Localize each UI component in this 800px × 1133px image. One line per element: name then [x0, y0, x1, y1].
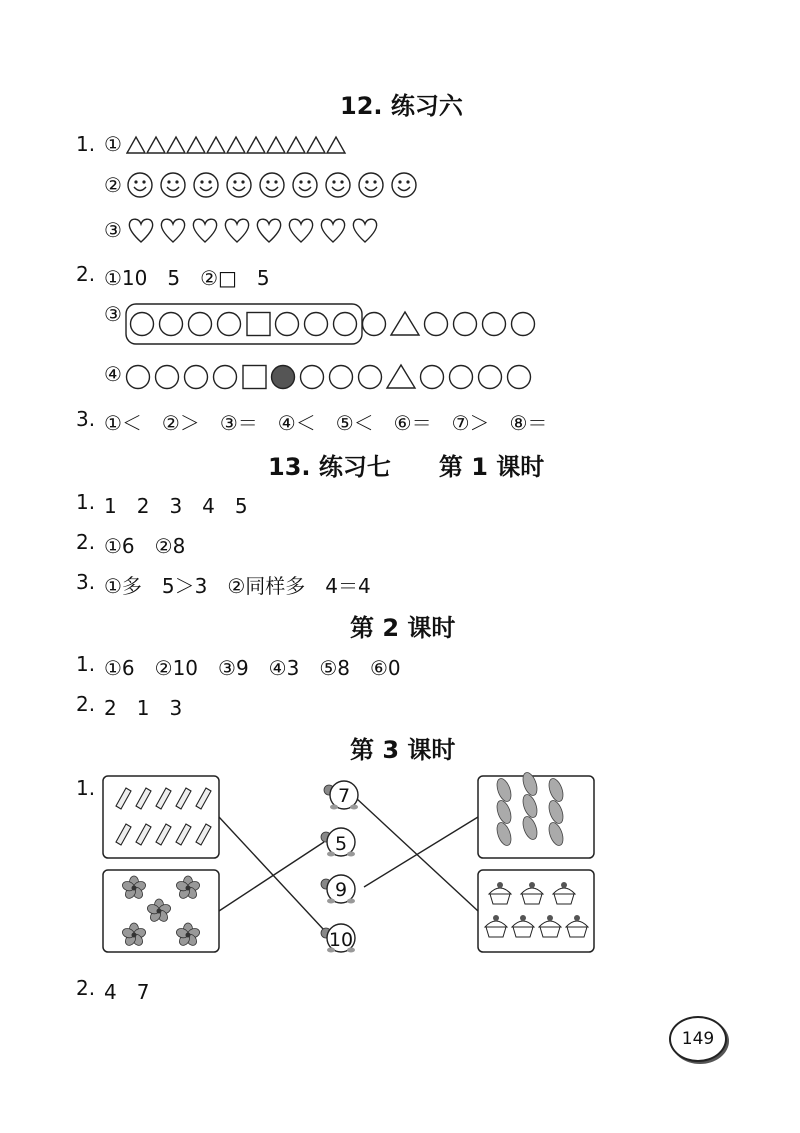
enclosing-rounded-box — [126, 304, 362, 344]
circle-icon — [508, 366, 531, 389]
triangle-icon — [227, 137, 245, 153]
turtle-number-3: 9 — [334, 879, 348, 901]
circle-icon — [214, 366, 237, 389]
smiley-icon — [161, 173, 185, 197]
circle-icon — [330, 366, 353, 389]
triangle-icon — [207, 137, 225, 153]
circle-icon — [454, 313, 477, 336]
triangle-icon — [267, 137, 285, 153]
triangle-icon — [147, 137, 165, 153]
circle-icon — [127, 366, 150, 389]
circle-icon — [276, 313, 299, 336]
heart-icon — [129, 219, 152, 242]
circle-icon — [483, 313, 506, 336]
filled-circle-icon — [272, 366, 295, 389]
smiley-icon — [194, 173, 218, 197]
triangle-row — [126, 134, 356, 156]
heart-icon — [193, 219, 216, 242]
circle-icon — [363, 313, 386, 336]
l3-q2-answer: 4 7 — [104, 980, 150, 1004]
l3-q2-number: 2. — [76, 976, 96, 1000]
l1-q2-number: 2. — [76, 530, 96, 554]
q2-sub3-label: ③ — [104, 302, 122, 326]
page-number: 149 — [669, 1016, 727, 1062]
circle-icon — [450, 366, 473, 389]
l2-q1-number: 1. — [76, 652, 96, 676]
l1-q1-answer: 1 2 3 4 5 — [104, 494, 248, 518]
section-12-title: 12. 练习六 — [340, 92, 463, 120]
smiley-icon — [227, 173, 251, 197]
triangle-icon — [167, 137, 185, 153]
turtle-number-2: 5 — [334, 833, 348, 855]
square-icon — [243, 366, 266, 389]
l2-q2-answer: 2 1 3 — [104, 696, 183, 720]
circle-icon — [305, 313, 328, 336]
triangle-icon — [247, 137, 265, 153]
q1-sub1-label: ① — [104, 132, 122, 156]
match-line-pencils-10 — [219, 817, 324, 930]
q1-number: 1. — [76, 132, 96, 156]
circle-icon — [189, 313, 212, 336]
lesson-3-title: 第 3 课时 — [350, 736, 456, 764]
circle-icon — [131, 313, 154, 336]
turtle-number-4: 10 — [328, 929, 354, 951]
heart-row — [126, 216, 386, 246]
turtle-number-1: 7 — [337, 785, 351, 807]
heart-icon — [321, 219, 344, 242]
heart-icon — [289, 219, 312, 242]
lesson-2-title: 第 2 课时 — [350, 614, 456, 642]
smiley-icon — [260, 173, 284, 197]
l1-q3-answer: ①多 5＞3 ②同样多 4＝4 — [104, 574, 371, 598]
heart-icon — [161, 219, 184, 242]
circle-icon — [334, 313, 357, 336]
l3-q1-number: 1. — [76, 776, 96, 800]
q3-number: 3. — [76, 407, 96, 431]
cupcakes-box — [478, 870, 594, 952]
circle-icon — [359, 366, 382, 389]
circle-icon — [301, 366, 324, 389]
q2-sub4-label: ④ — [104, 362, 122, 386]
q2-row3-shapes — [122, 302, 562, 346]
q1-sub2-label: ② — [104, 173, 122, 197]
circle-icon — [185, 366, 208, 389]
match-line-flowers-5 — [219, 842, 324, 911]
triangle-icon — [307, 137, 325, 153]
circle-icon — [421, 366, 444, 389]
circle-icon — [156, 366, 179, 389]
q2-number: 2. — [76, 262, 96, 286]
triangle-icon — [127, 137, 145, 153]
q2-row4-shapes — [122, 362, 562, 394]
square-icon — [247, 313, 270, 336]
section-13-title: 13. 练习七 第 1 课时 — [268, 453, 545, 481]
triangle-icon — [391, 312, 419, 335]
l2-q2-number: 2. — [76, 692, 96, 716]
circle-icon — [512, 313, 535, 336]
smiley-icon — [392, 173, 416, 197]
l1-q3-number: 3. — [76, 570, 96, 594]
circle-icon — [425, 313, 448, 336]
q3-comparisons: ①＜ ②＞ ③＝ ④＜ ⑤＜ ⑥＝ ⑦＞ ⑧＝ — [104, 411, 548, 435]
triangle-icon — [387, 365, 415, 388]
heart-icon — [257, 219, 280, 242]
match-line-corn-9 — [364, 817, 478, 887]
smiley-icon — [128, 173, 152, 197]
heart-icon — [353, 219, 376, 242]
triangle-icon — [287, 137, 305, 153]
smiley-row — [126, 170, 436, 202]
circle-icon — [218, 313, 241, 336]
l1-q2-answer: ①6 ②8 — [104, 534, 186, 558]
corn-icons — [494, 771, 565, 848]
circle-icon — [160, 313, 183, 336]
pencils-box — [103, 776, 219, 858]
smiley-icon — [359, 173, 383, 197]
q2-part1: ①10 5 ②□ 5 — [104, 266, 270, 290]
smiley-icon — [293, 173, 317, 197]
triangle-icon — [187, 137, 205, 153]
smiley-icon — [326, 173, 350, 197]
heart-icon — [225, 219, 248, 242]
circle-icon — [479, 366, 502, 389]
l2-q1-answer: ①6 ②10 ③9 ④3 ⑤8 ⑥0 — [104, 656, 401, 680]
triangle-icon — [327, 137, 345, 153]
q1-sub3-label: ③ — [104, 218, 122, 242]
l1-q1-number: 1. — [76, 490, 96, 514]
